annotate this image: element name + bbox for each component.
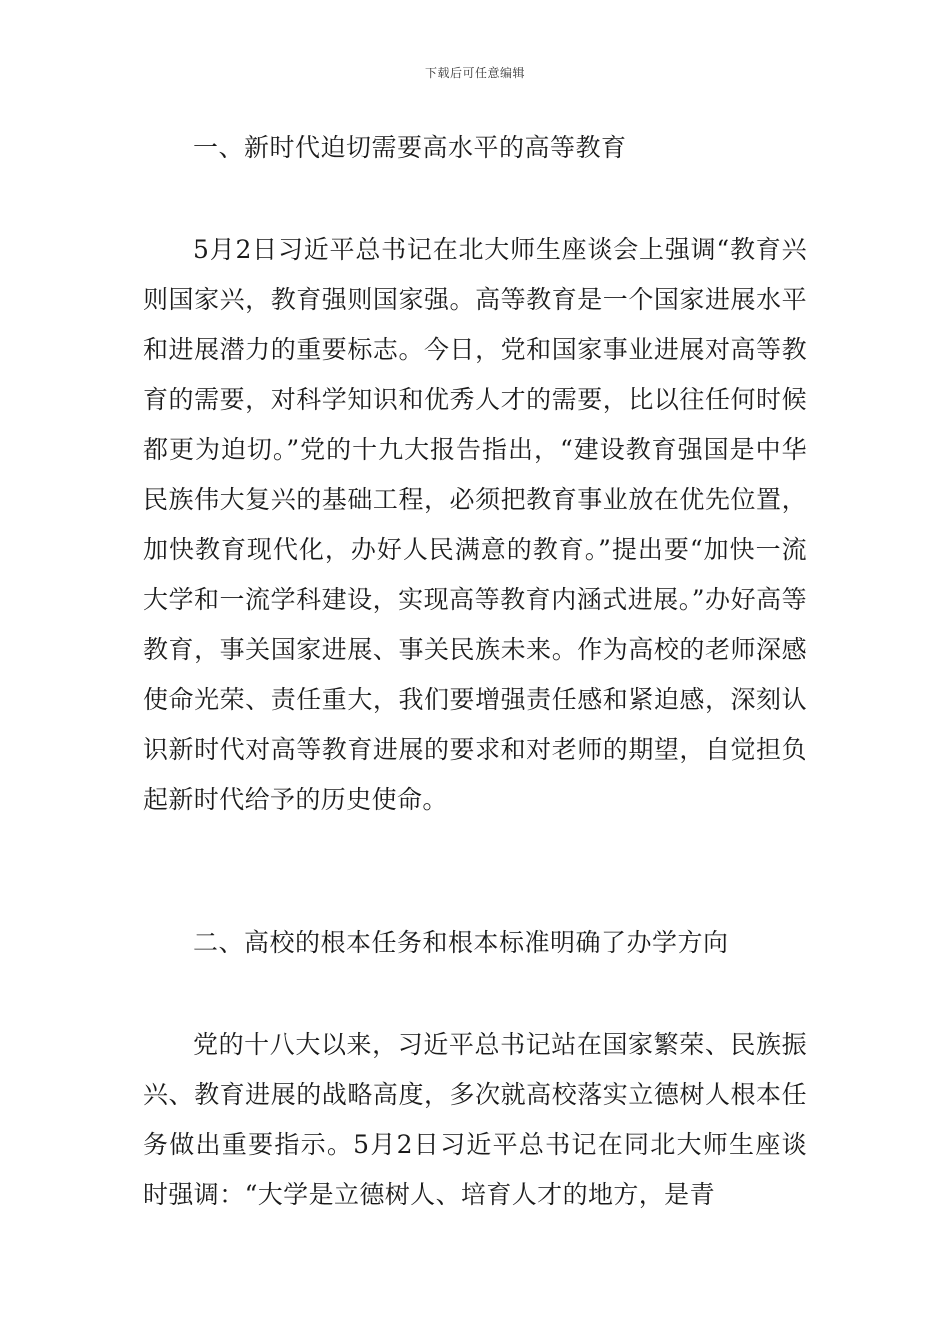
- section-paragraph-1: 5月2日习近平总书记在北大师生座谈会上强调“教育兴则国家兴，教育强则国家强。高等教育是一个国家进展水平和进展潜力的重要标志。今日，党和国家事业进展对高等教育的需要，对科学知识和优秀人才的需要，比以往任何时候都更为迫切。”党的十九大报告指出，“建设教育强国是中华民族伟大复兴的基础工程，必须把教育事业放在优先位置，加快教育现代化，办好人民满意的教育。”提出要“加快一流大学和一流学科建设，实现高等教育内涵式进展。”办好高等教育，事关国家进展、事关民族未来。作为高校的老师深感使命光荣、责任重大，我们要增强责任感和紧迫感，深刻认识新时代对高等教育进展的要求和对老师的期望，自觉担负起新时代给予的历史使命。: [143, 235, 807, 814]
- section-heading-2: 二、高校的根本任务和根本标准明确了办学方向: [193, 928, 729, 957]
- header-note: 下载后可任意编辑: [424, 66, 525, 80]
- section-paragraph-2: 党的十八大以来，习近平总书记站在国家繁荣、民族振兴、教育进展的战略高度，多次就高校落实立德树人根本任务做出重要指示。5月2日习近平总书记在同北大师生座谈时强调：“大学是立德树人、培育人才的地方，是青: [143, 1030, 807, 1209]
- section-heading-1: 一、新时代迫切需要高水平的高等教育: [193, 133, 627, 162]
